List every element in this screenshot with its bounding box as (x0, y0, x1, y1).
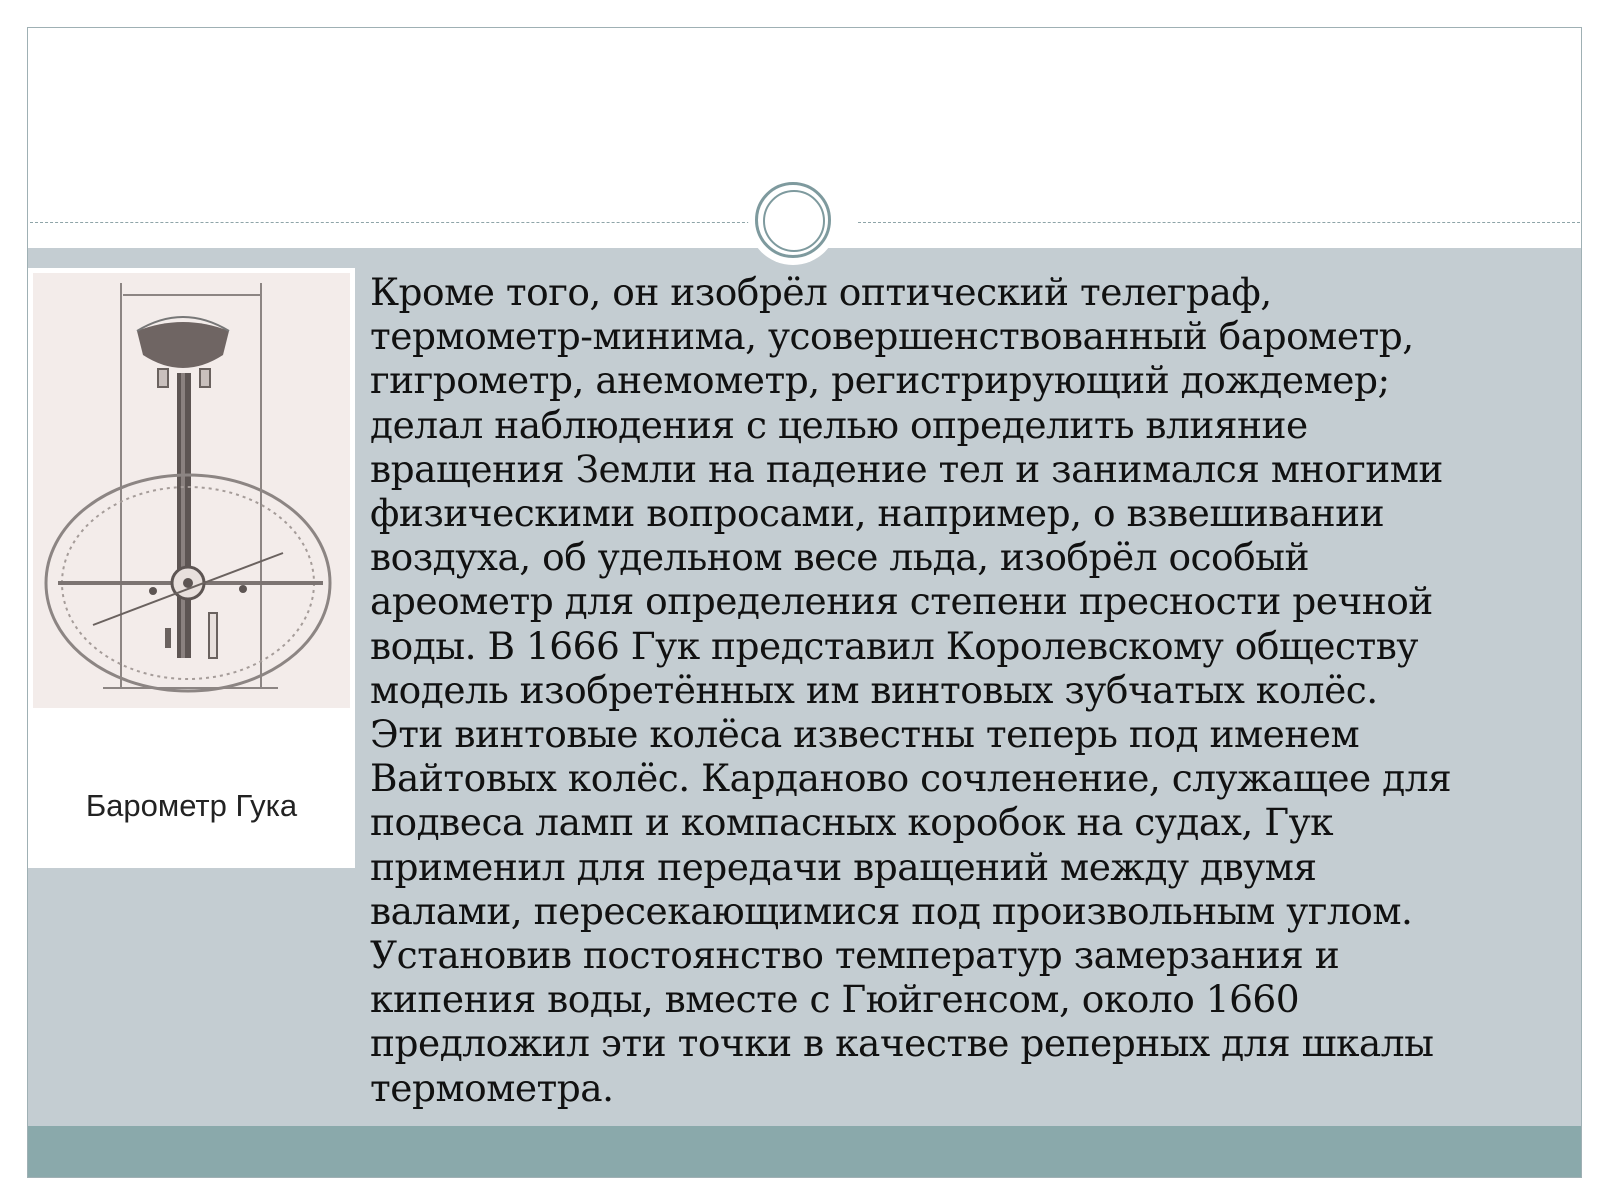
body-line: Вайтовых колёс. Карданово сочленение, служащее для (370, 756, 1452, 801)
slide (27, 27, 1582, 1178)
body-line: валами, пересекающимися под произвольным углом. (370, 888, 1413, 933)
body-line: термометра. (370, 1065, 614, 1110)
body-line: воздуха, об удельном весе льда, изобрёл особый (370, 535, 1310, 580)
body-line: Эти винтовые колёса известны теперь под именем (370, 712, 1360, 757)
body-line: вращения Земли на падение тел и занимался многими (370, 446, 1443, 491)
body-line: модель изобретённых им винтовых зубчатых колёс. (370, 667, 1378, 712)
body-line: Кроме того, он изобрёл оптический телеграф, (370, 270, 1272, 314)
footer-band (28, 1126, 1581, 1178)
body-line: физическими вопросами, например, о взвешивании (370, 491, 1385, 536)
body-line: подвеса ламп и компасных коробок на судах, Гук (370, 800, 1334, 845)
body-line: предложил эти точки в качестве реперных для шкалы (370, 1021, 1434, 1066)
barometer-drawing-icon (33, 273, 350, 708)
illustration-panel (28, 268, 355, 868)
body-line: применил для передачи вращений между двумя (370, 844, 1317, 889)
image-caption: Барометр Гука (85, 788, 298, 823)
body-line: гигрометр, анемометр, регистрирующий дождемер; (370, 358, 1390, 403)
body-line: термометр-минима, усовершенствованный барометр, (370, 314, 1414, 359)
divider-left (30, 222, 755, 223)
divider-right (858, 222, 1580, 223)
body-line: делал наблюдения с целью определить влияние (370, 402, 1308, 447)
ring-ornament-icon (748, 175, 838, 265)
body-line: Установив постоянство температур замерзания и (370, 933, 1340, 978)
body-line: воды. В 1666 Гук представил Королевскому обществу (370, 623, 1418, 668)
body-line: кипения воды, вместе с Гюйгенсом, около 1660 (370, 977, 1300, 1022)
body-line: ареометр для определения степени пресности речной (370, 579, 1433, 624)
body-text (370, 270, 1580, 1110)
